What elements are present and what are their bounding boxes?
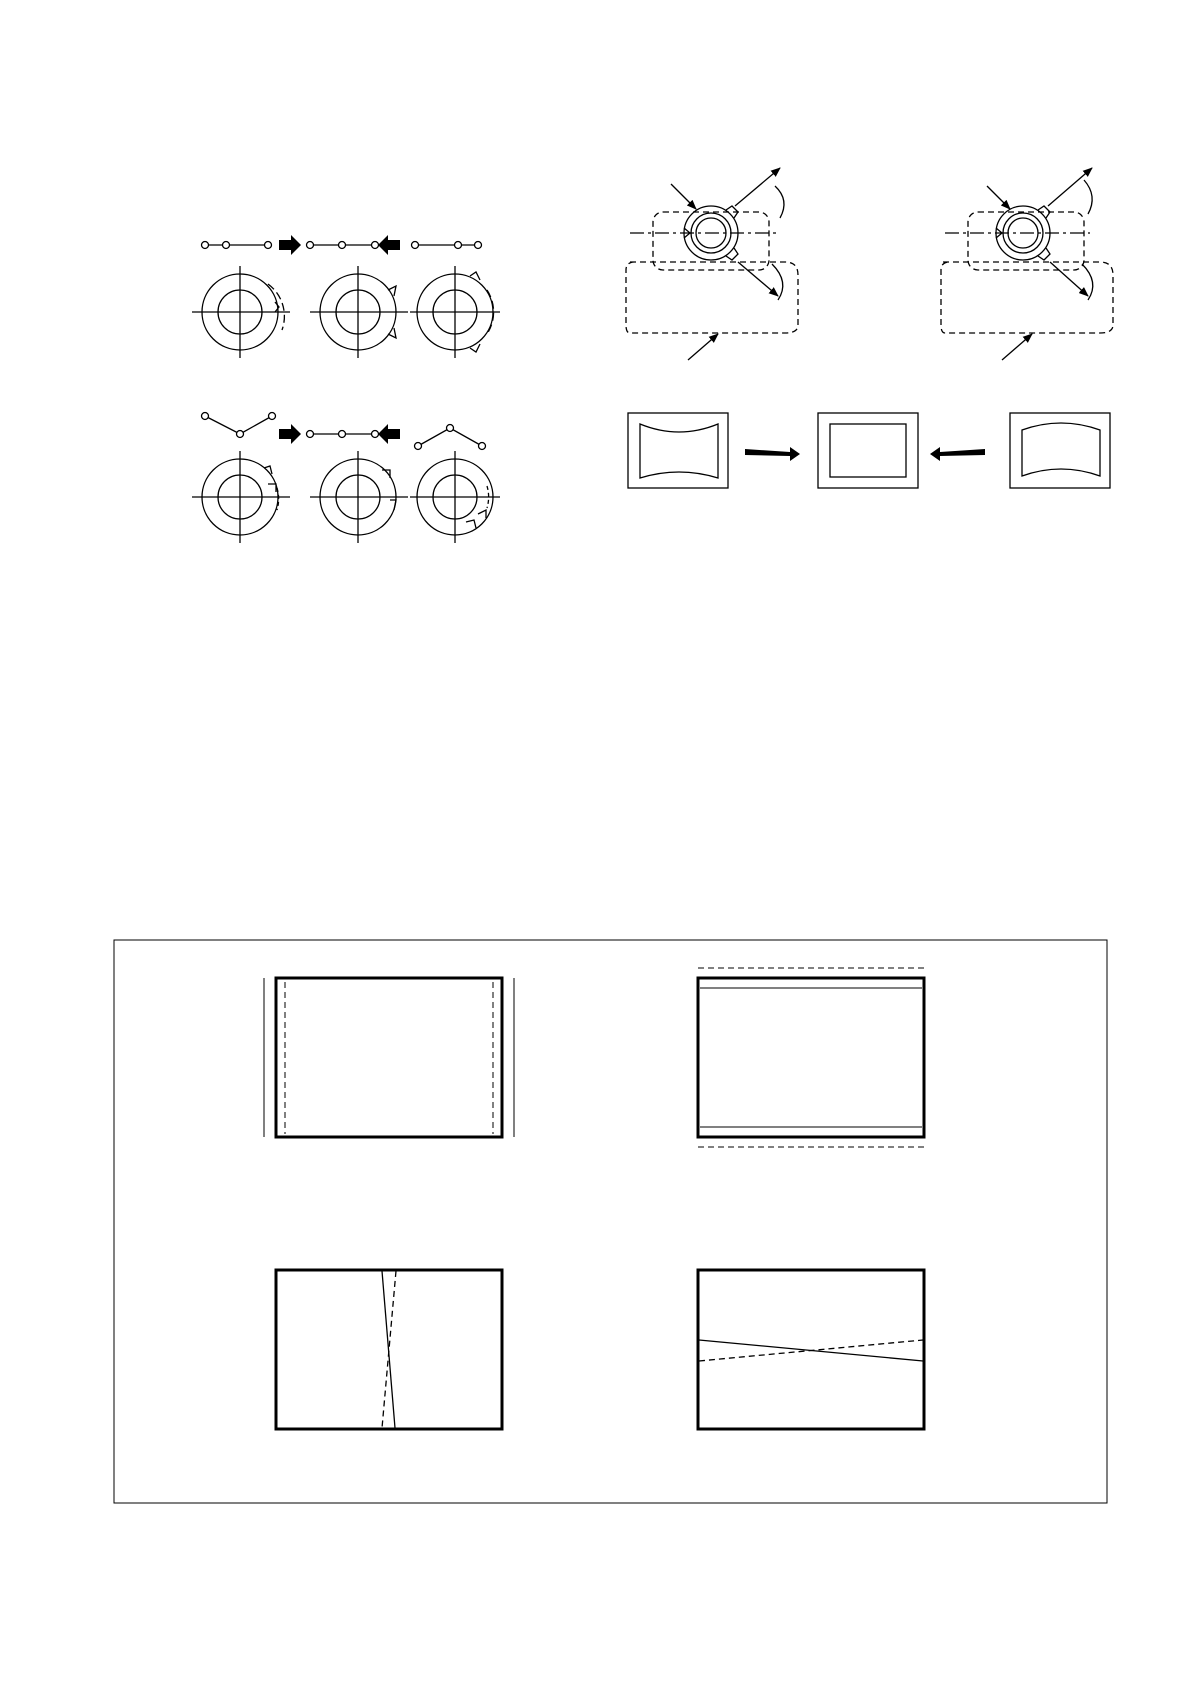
- raster-adjustment-panel: [114, 940, 1107, 1503]
- left-wedge-arrow-icon: [930, 447, 985, 461]
- pincushion-sequence: [628, 413, 1110, 488]
- ring-2-2: [310, 451, 408, 543]
- horizontal-tilt-screen: [698, 1270, 924, 1429]
- horizontal-size-screen: [264, 978, 514, 1137]
- vertical-size-screen: [698, 968, 924, 1147]
- right-arrow-icon: [279, 235, 301, 255]
- ring-2-1: [192, 451, 290, 543]
- ring-2-3: [410, 451, 500, 543]
- right-arrow-icon: [279, 424, 301, 444]
- pole-indicator-row-2: [202, 413, 486, 450]
- vertical-tilt-screen: [276, 1270, 502, 1429]
- ring-1-1: [192, 266, 290, 358]
- ring-1-3: [410, 266, 500, 358]
- left-arrow-icon: [378, 235, 400, 255]
- ring-1-2: [310, 266, 408, 358]
- yoke-assembly-left: [626, 168, 798, 360]
- pole-indicator-row-1: [202, 242, 482, 249]
- yoke-assembly-right: [941, 168, 1113, 360]
- left-arrow-icon: [378, 424, 400, 444]
- screen-barrel-convex: [1010, 413, 1110, 488]
- convergence-ring-diagram: [192, 235, 500, 543]
- right-wedge-arrow-icon: [745, 447, 800, 461]
